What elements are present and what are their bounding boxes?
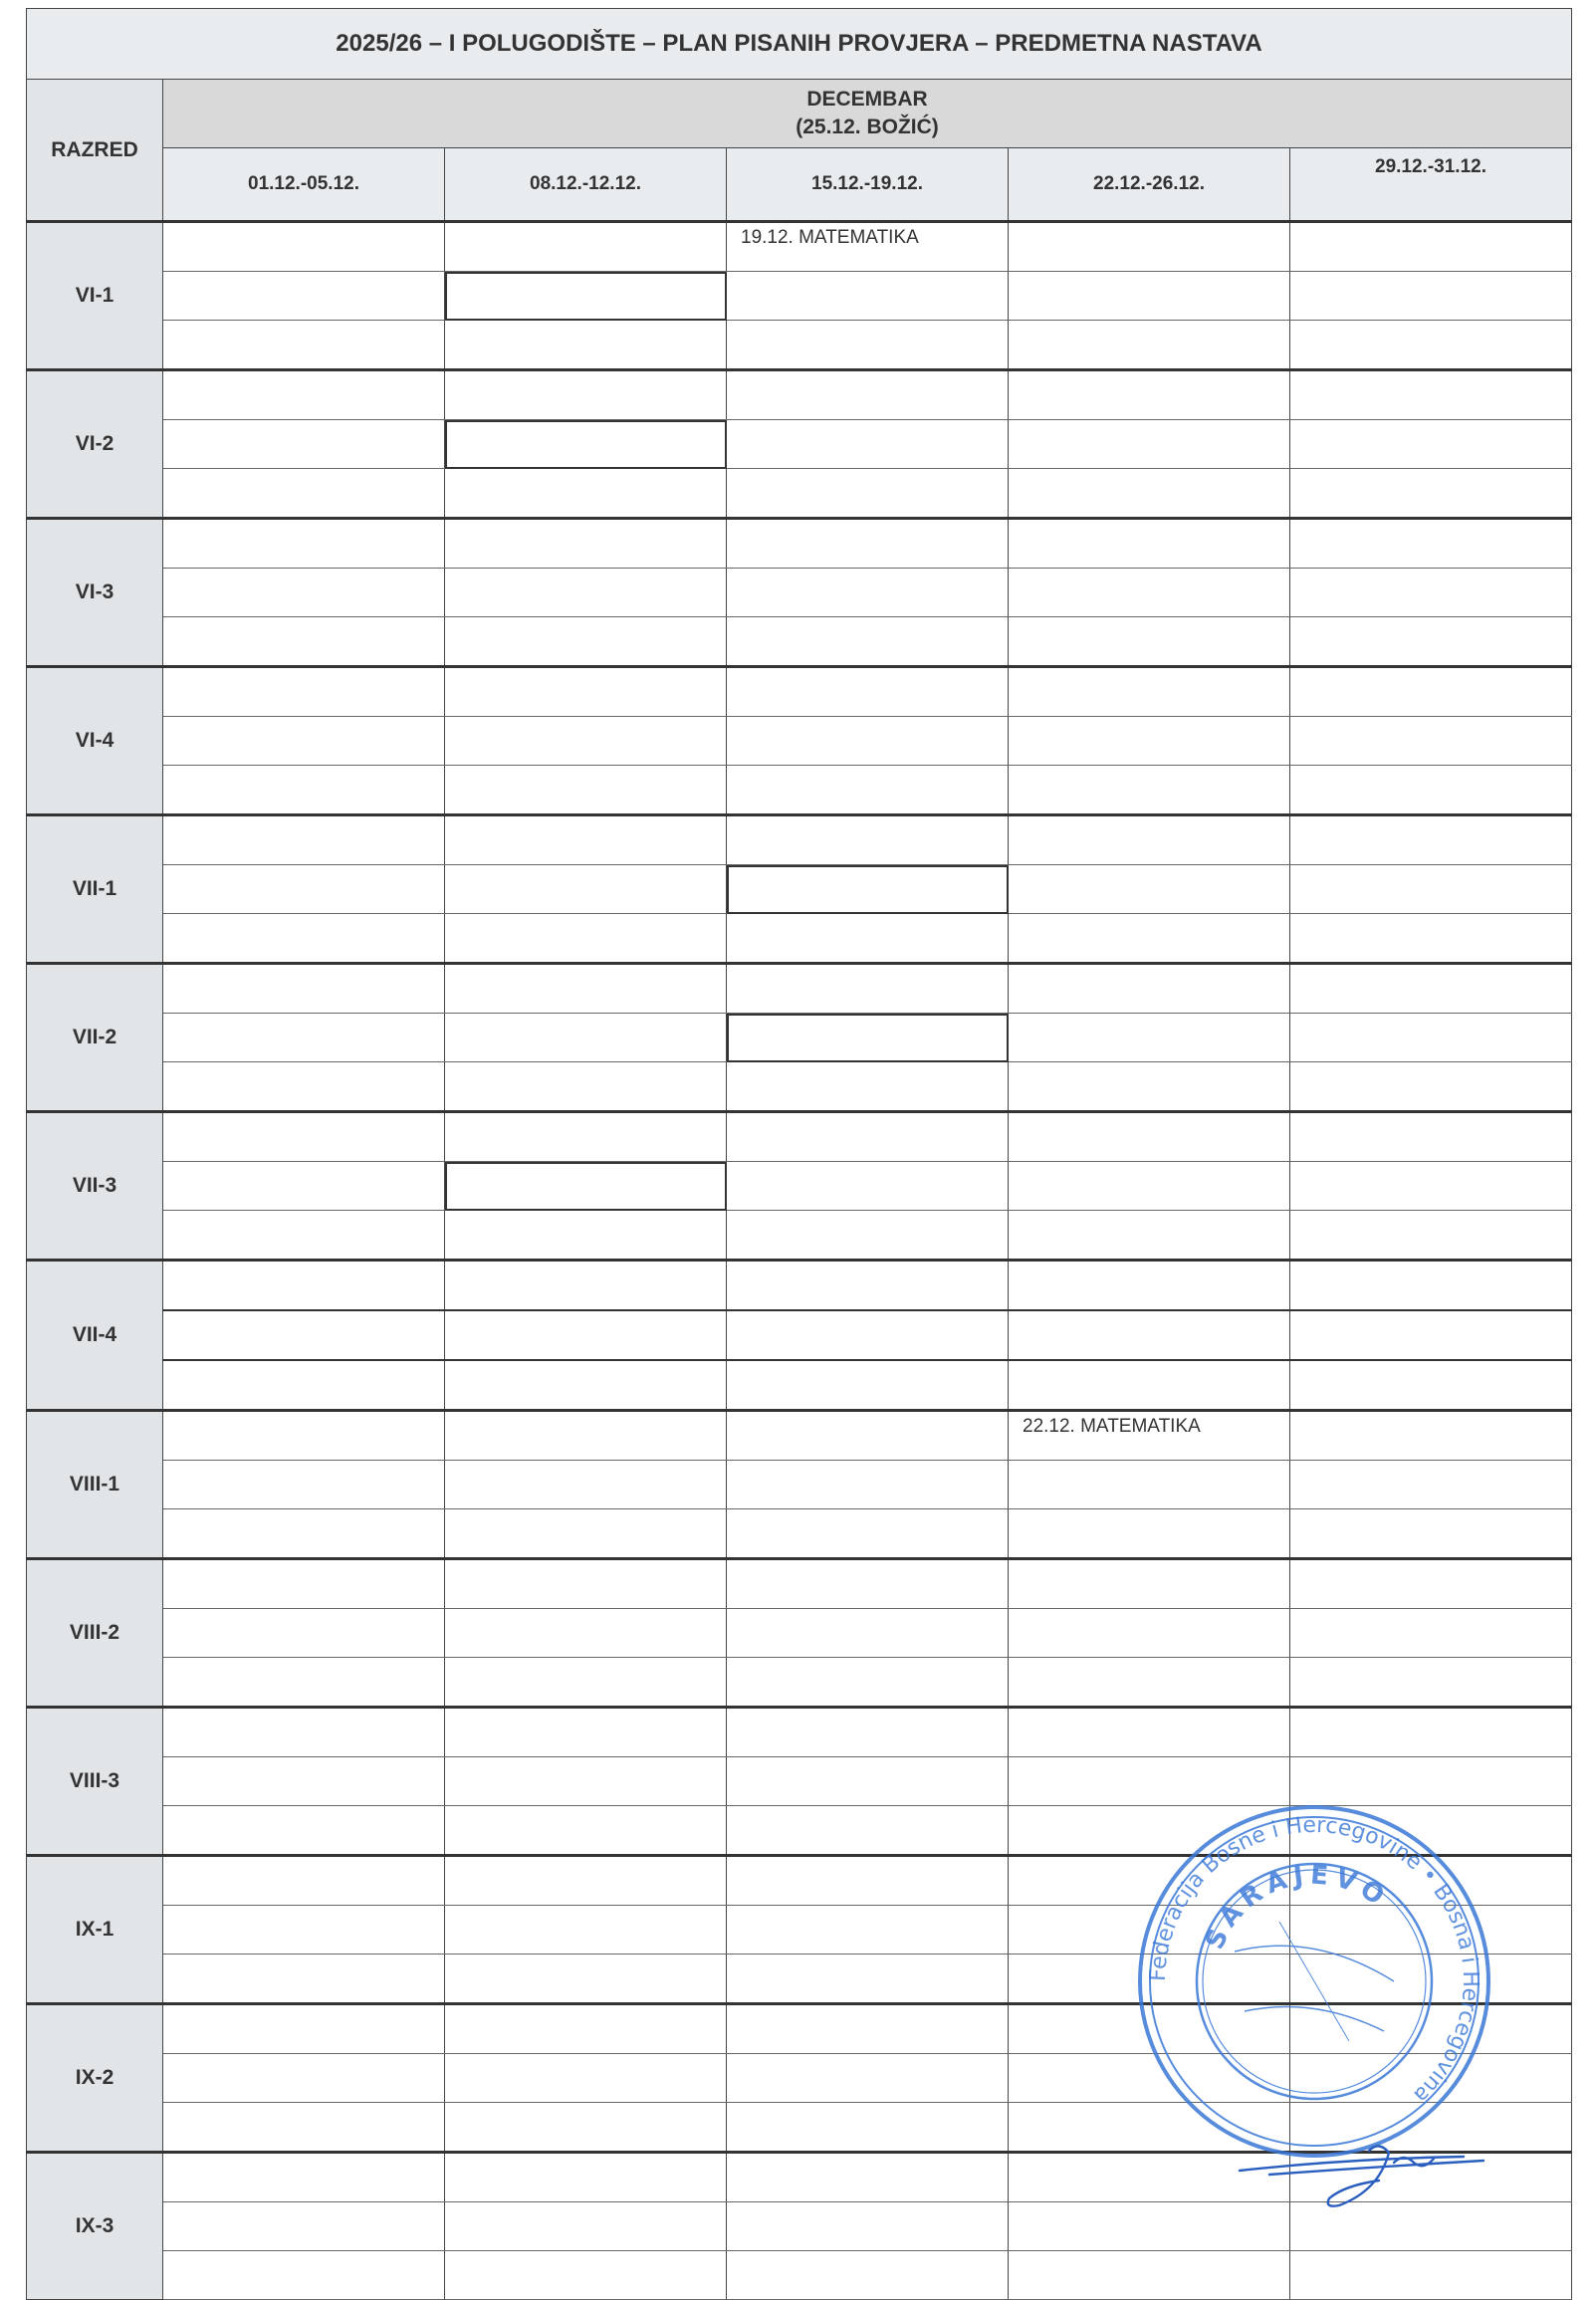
class-label: VIII-2 — [27, 1559, 163, 1708]
schedule-cell[interactable] — [727, 2054, 1009, 2103]
schedule-cell[interactable] — [1290, 1509, 1572, 1559]
table-row — [27, 1461, 1572, 1509]
schedule-cell[interactable] — [727, 1360, 1009, 1411]
schedule-cell[interactable] — [1290, 222, 1572, 272]
schedule-cell[interactable] — [163, 1559, 445, 1609]
week-header: 08.12.-12.12. — [445, 148, 727, 222]
schedule-cell[interactable] — [727, 1757, 1009, 1806]
schedule-cell[interactable] — [1009, 420, 1290, 469]
schedule-cell[interactable] — [727, 370, 1009, 420]
schedule-cell[interactable] — [727, 1708, 1009, 1757]
schedule-cell[interactable] — [445, 1806, 727, 1856]
schedule-cell[interactable] — [1290, 272, 1572, 321]
schedule-cell[interactable] — [1290, 519, 1572, 569]
schedule-cell[interactable] — [727, 766, 1009, 815]
class-label: IX-3 — [27, 2153, 163, 2300]
schedule-cell[interactable] — [163, 1658, 445, 1708]
schedule-cell[interactable] — [1290, 1461, 1572, 1509]
schedule-cell[interactable] — [445, 321, 727, 370]
schedule-cell[interactable] — [727, 1559, 1009, 1609]
table-row — [27, 617, 1572, 667]
schedule-cell[interactable] — [727, 1806, 1009, 1856]
table-row — [27, 1509, 1572, 1559]
schedule-cell[interactable] — [163, 469, 445, 519]
schedule-cell[interactable] — [445, 469, 727, 519]
schedule-cell[interactable] — [445, 1609, 727, 1658]
schedule-cell[interactable] — [163, 617, 445, 667]
table-row — [27, 1014, 1572, 1062]
schedule-cell[interactable] — [1009, 469, 1290, 519]
schedule-cell[interactable] — [163, 865, 445, 914]
schedule-cell[interactable] — [445, 1112, 727, 1162]
table-row — [27, 667, 1572, 717]
schedule-cell[interactable] — [1290, 717, 1572, 766]
schedule-cell[interactable] — [1009, 667, 1290, 717]
table-row — [27, 914, 1572, 964]
class-label: IX-1 — [27, 1856, 163, 2004]
schedule-cell[interactable] — [445, 1856, 727, 1906]
schedule-cell[interactable] — [1290, 1261, 1572, 1311]
table-row — [27, 1360, 1572, 1411]
schedule-cell[interactable] — [1009, 1014, 1290, 1062]
schedule-cell[interactable] — [727, 2103, 1009, 2153]
schedule-cell[interactable] — [1009, 1310, 1290, 1360]
table-row — [27, 766, 1572, 815]
table-row — [27, 222, 1572, 272]
table-row — [27, 569, 1572, 617]
schedule-cell[interactable] — [163, 519, 445, 569]
schedule-cell[interactable] — [1290, 1559, 1572, 1609]
schedule-cell[interactable] — [163, 272, 445, 321]
schedule-cell[interactable] — [445, 1162, 727, 1211]
schedule-cell[interactable] — [163, 1906, 445, 1955]
schedule-cell[interactable] — [163, 569, 445, 617]
schedule-cell[interactable] — [727, 667, 1009, 717]
class-label: VI-1 — [27, 222, 163, 370]
schedule-cell[interactable] — [1009, 1609, 1290, 1658]
schedule-cell[interactable] — [163, 2153, 445, 2202]
schedule-cell[interactable] — [1009, 617, 1290, 667]
schedule-cell[interactable] — [1290, 1708, 1572, 1757]
class-label: VII-4 — [27, 1261, 163, 1411]
table-row — [27, 717, 1572, 766]
schedule-cell[interactable] — [163, 667, 445, 717]
schedule-cell[interactable] — [727, 2153, 1009, 2202]
schedule-cell[interactable] — [1290, 914, 1572, 964]
week-header: 01.12.-05.12. — [163, 148, 445, 222]
table-row — [27, 321, 1572, 370]
schedule-cell[interactable] — [1290, 766, 1572, 815]
schedule-cell[interactable] — [1009, 222, 1290, 272]
schedule-cell[interactable] — [727, 420, 1009, 469]
schedule-cell[interactable] — [445, 2004, 727, 2054]
table-row — [27, 1261, 1572, 1311]
official-stamp-icon — [1115, 1782, 1513, 2181]
schedule-cell[interactable] — [727, 2202, 1009, 2251]
schedule-cell[interactable] — [1009, 370, 1290, 420]
schedule-cell[interactable] — [727, 717, 1009, 766]
schedule-cell[interactable] — [1009, 1559, 1290, 1609]
schedule-cell[interactable] — [1009, 914, 1290, 964]
week-header: 29.12.-31.12. — [1290, 148, 1572, 222]
schedule-cell[interactable] — [1009, 865, 1290, 914]
class-label: VIII-3 — [27, 1708, 163, 1856]
schedule-cell[interactable] — [1009, 1211, 1290, 1261]
schedule-cell[interactable] — [163, 1211, 445, 1261]
schedule-cell[interactable] — [1290, 1162, 1572, 1211]
schedule-cell[interactable] — [727, 1906, 1009, 1955]
schedule-cell[interactable] — [1290, 469, 1572, 519]
schedule-cell[interactable] — [1290, 815, 1572, 865]
schedule-cell[interactable] — [163, 717, 445, 766]
schedule-cell[interactable] — [445, 2251, 727, 2300]
razred-header: RAZRED — [27, 80, 163, 222]
schedule-cell[interactable] — [445, 1658, 727, 1708]
schedule-cell[interactable] — [163, 815, 445, 865]
schedule-cell[interactable] — [1290, 569, 1572, 617]
schedule-cell[interactable] — [1290, 617, 1572, 667]
schedule-cell[interactable] — [1009, 1509, 1290, 1559]
schedule-cell[interactable] — [445, 914, 727, 964]
schedule-cell[interactable] — [1009, 1162, 1290, 1211]
schedule-cell[interactable] — [727, 815, 1009, 865]
table-row — [27, 1609, 1572, 1658]
schedule-cell[interactable] — [1009, 569, 1290, 617]
schedule-cell[interactable] — [1009, 2251, 1290, 2300]
schedule-cell[interactable] — [1290, 1411, 1572, 1461]
schedule-cell[interactable] — [1290, 964, 1572, 1014]
schedule-cell[interactable] — [445, 272, 727, 321]
schedule-cell[interactable] — [1290, 1211, 1572, 1261]
week-header: 22.12.-26.12. — [1009, 148, 1290, 222]
schedule-cell[interactable] — [163, 1955, 445, 2004]
schedule-cell[interactable] — [727, 1509, 1009, 1559]
schedule-cell[interactable] — [727, 2251, 1009, 2300]
schedule-cell[interactable] — [163, 1261, 445, 1311]
table-row — [27, 1211, 1572, 1261]
schedule-cell[interactable] — [163, 1162, 445, 1211]
schedule-cell[interactable] — [1009, 272, 1290, 321]
schedule-cell[interactable] — [1009, 1708, 1290, 1757]
schedule-cell[interactable] — [445, 1261, 727, 1311]
schedule-cell[interactable] — [163, 1708, 445, 1757]
table-row — [27, 1062, 1572, 1112]
schedule-cell[interactable] — [1009, 1112, 1290, 1162]
schedule-cell[interactable] — [1009, 766, 1290, 815]
schedule-cell[interactable] — [1290, 667, 1572, 717]
signature-icon — [1230, 2131, 1498, 2210]
schedule-cell[interactable] — [1290, 1112, 1572, 1162]
schedule-cell[interactable] — [163, 2103, 445, 2153]
schedule-cell[interactable] — [163, 914, 445, 964]
schedule-cell[interactable] — [445, 865, 727, 914]
schedule-cell[interactable] — [1290, 1609, 1572, 1658]
schedule-cell[interactable] — [445, 1461, 727, 1509]
schedule-cell[interactable] — [445, 1062, 727, 1112]
schedule-cell[interactable] — [1009, 964, 1290, 1014]
table-row — [27, 1708, 1572, 1757]
schedule-cell[interactable] — [1290, 1658, 1572, 1708]
schedule-cell[interactable] — [727, 865, 1009, 914]
table-row — [27, 964, 1572, 1014]
schedule-cell[interactable] — [1009, 1261, 1290, 1311]
class-label: VII-2 — [27, 964, 163, 1112]
schedule-cell[interactable] — [727, 569, 1009, 617]
schedule-cell[interactable] — [445, 766, 727, 815]
schedule-cell[interactable] — [1290, 321, 1572, 370]
schedule-cell[interactable] — [163, 321, 445, 370]
schedule-cell[interactable] — [727, 1162, 1009, 1211]
schedule-cell[interactable] — [727, 1062, 1009, 1112]
class-label: VII-3 — [27, 1112, 163, 1261]
schedule-cell[interactable] — [163, 2251, 445, 2300]
table-row — [27, 1559, 1572, 1609]
schedule-cell[interactable] — [445, 1310, 727, 1360]
schedule-cell[interactable] — [445, 1955, 727, 2004]
schedule-cell[interactable] — [163, 2202, 445, 2251]
schedule-cell[interactable] — [445, 667, 727, 717]
schedule-cell[interactable] — [727, 1112, 1009, 1162]
schedule-cell[interactable] — [163, 964, 445, 1014]
schedule-entry[interactable]: 22.12. MATEMATIKA — [1009, 1411, 1290, 1461]
schedule-cell[interactable] — [727, 1856, 1009, 1906]
schedule-cell[interactable] — [445, 1411, 727, 1461]
schedule-cell[interactable] — [727, 321, 1009, 370]
schedule-cell[interactable] — [727, 617, 1009, 667]
schedule-cell[interactable] — [163, 2054, 445, 2103]
schedule-cell[interactable] — [445, 1708, 727, 1757]
schedule-cell[interactable] — [727, 272, 1009, 321]
month-header — [163, 80, 1572, 148]
table-row — [27, 815, 1572, 865]
schedule-cell[interactable] — [1009, 1461, 1290, 1509]
table-row — [27, 1658, 1572, 1708]
table-row — [27, 1411, 1572, 1461]
schedule-cell[interactable] — [163, 1310, 445, 1360]
schedule-cell[interactable] — [1290, 2251, 1572, 2300]
schedule-cell[interactable] — [727, 1014, 1009, 1062]
schedule-cell[interactable] — [445, 1360, 727, 1411]
stamp-outer-text: Federacija Bosne i Hercegovine • Bosna i Hercegovina — [1145, 1812, 1483, 2108]
table-row — [27, 469, 1572, 519]
schedule-cell[interactable] — [445, 815, 727, 865]
schedule-cell[interactable] — [1009, 1062, 1290, 1112]
class-label: VI-3 — [27, 519, 163, 667]
schedule-cell[interactable] — [445, 420, 727, 469]
schedule-cell[interactable] — [163, 1411, 445, 1461]
stamp-inner-text: SARAJEVO — [1200, 1860, 1395, 1955]
schedule-cell[interactable] — [445, 1906, 727, 1955]
schedule-cell[interactable] — [445, 222, 727, 272]
class-label: VIII-1 — [27, 1411, 163, 1559]
table-row — [27, 272, 1572, 321]
schedule-cell[interactable] — [163, 222, 445, 272]
schedule-cell[interactable] — [445, 370, 727, 420]
schedule-cell[interactable] — [727, 1211, 1009, 1261]
schedule-cell[interactable] — [727, 1461, 1009, 1509]
schedule-cell[interactable] — [727, 2004, 1009, 2054]
schedule-cell[interactable] — [1009, 717, 1290, 766]
schedule-cell[interactable] — [445, 1014, 727, 1062]
schedule-cell[interactable] — [445, 2153, 727, 2202]
class-label: IX-2 — [27, 2004, 163, 2153]
schedule-cell[interactable] — [163, 1062, 445, 1112]
schedule-cell[interactable] — [1009, 519, 1290, 569]
table-row — [27, 420, 1572, 469]
schedule-cell[interactable] — [445, 1757, 727, 1806]
schedule-cell[interactable] — [163, 1112, 445, 1162]
schedule-cell[interactable] — [727, 519, 1009, 569]
schedule-cell[interactable] — [445, 569, 727, 617]
schedule-cell[interactable] — [163, 1856, 445, 1906]
schedule-cell[interactable] — [163, 1509, 445, 1559]
schedule-cell[interactable] — [445, 519, 727, 569]
schedule-cell[interactable] — [1290, 1062, 1572, 1112]
table-row — [27, 1310, 1572, 1360]
schedule-cell[interactable] — [727, 1658, 1009, 1708]
schedule-cell[interactable] — [727, 1310, 1009, 1360]
schedule-cell[interactable] — [727, 1609, 1009, 1658]
schedule-cell[interactable] — [163, 420, 445, 469]
schedule-cell[interactable] — [1290, 865, 1572, 914]
schedule-cell[interactable] — [163, 766, 445, 815]
schedule-cell[interactable] — [1009, 815, 1290, 865]
page-title: 2025/26 – I POLUGODIŠTE – PLAN PISANIH PROVJERA – PREDMETNA NASTAVA — [27, 9, 1572, 80]
schedule-cell[interactable] — [163, 370, 445, 420]
schedule-cell[interactable] — [1290, 1360, 1572, 1411]
schedule-cell[interactable] — [445, 717, 727, 766]
schedule-cell[interactable] — [163, 1757, 445, 1806]
schedule-cell[interactable] — [727, 914, 1009, 964]
schedule-cell[interactable] — [163, 1461, 445, 1509]
schedule-cell[interactable] — [445, 2054, 727, 2103]
schedule-cell[interactable] — [445, 2103, 727, 2153]
schedule-cell[interactable] — [727, 469, 1009, 519]
class-label: VI-4 — [27, 667, 163, 815]
month-note: (25.12. BOŽIĆ) — [796, 115, 939, 138]
class-label: VII-1 — [27, 815, 163, 964]
schedule-cell[interactable] — [1290, 1310, 1572, 1360]
schedule-cell[interactable] — [163, 1014, 445, 1062]
month-name: DECEMBAR — [806, 88, 928, 111]
table-row — [27, 370, 1572, 420]
schedule-cell[interactable] — [163, 2004, 445, 2054]
table-row — [27, 519, 1572, 569]
schedule-cell[interactable] — [727, 1411, 1009, 1461]
schedule-cell[interactable] — [1009, 321, 1290, 370]
schedule-cell[interactable] — [1290, 370, 1572, 420]
schedule-cell[interactable] — [445, 617, 727, 667]
class-label: VI-2 — [27, 370, 163, 519]
table-row — [27, 2251, 1572, 2300]
schedule-cell[interactable] — [727, 1261, 1009, 1311]
schedule-cell[interactable] — [445, 1211, 727, 1261]
schedule-cell[interactable] — [1290, 1014, 1572, 1062]
schedule-cell[interactable] — [1009, 1360, 1290, 1411]
table-row — [27, 1162, 1572, 1211]
schedule-cell[interactable] — [163, 1609, 445, 1658]
schedule-cell[interactable] — [727, 964, 1009, 1014]
table-row — [27, 865, 1572, 914]
schedule-cell[interactable] — [445, 1559, 727, 1609]
schedule-cell[interactable] — [445, 964, 727, 1014]
schedule-entry[interactable]: 19.12. MATEMATIKA — [727, 222, 1009, 272]
schedule-cell[interactable] — [163, 1360, 445, 1411]
table-row — [27, 1112, 1572, 1162]
schedule-cell[interactable] — [163, 1806, 445, 1856]
schedule-cell[interactable] — [1290, 420, 1572, 469]
schedule-cell[interactable] — [1009, 1658, 1290, 1708]
svg-text:Federacija Bosne i Hercegovine — [1146, 1813, 1482, 2108]
schedule-cell[interactable] — [445, 2202, 727, 2251]
week-header: 15.12.-19.12. — [727, 148, 1009, 222]
schedule-cell[interactable] — [727, 1955, 1009, 2004]
schedule-cell[interactable] — [445, 1509, 727, 1559]
